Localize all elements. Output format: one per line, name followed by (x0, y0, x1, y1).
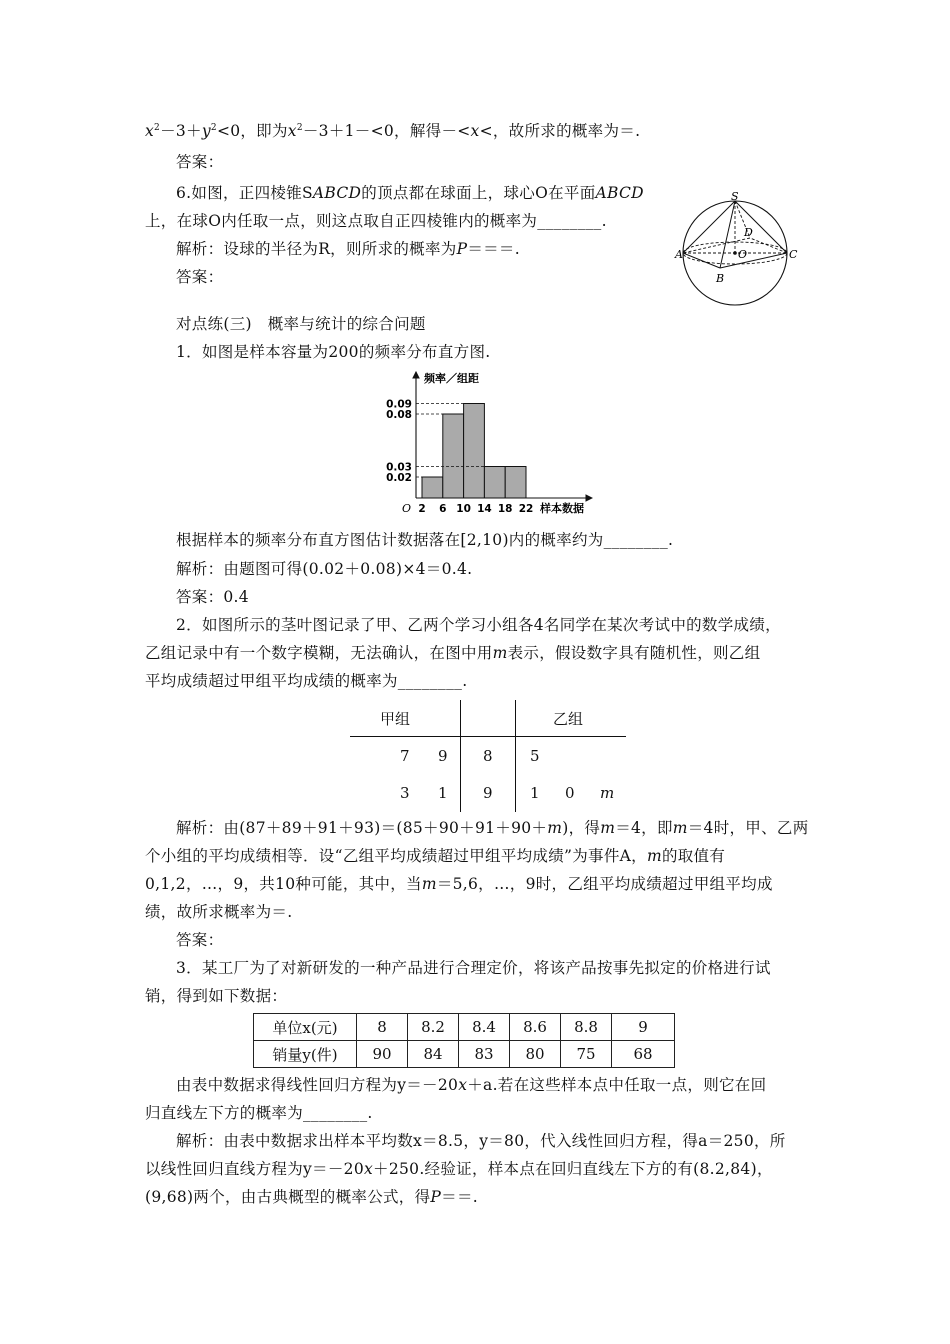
text: <，故所求的概率为＝. (479, 122, 641, 140)
sphere-pyramid-figure (672, 188, 802, 313)
text: )，得 (562, 819, 601, 837)
edge-sc (735, 201, 787, 253)
text: 乙组记录中有一个数字模糊，无法确认，在图中用 (145, 644, 493, 662)
table-cell: 75 (561, 1041, 612, 1068)
text-line: 根据样本的频率分布直方图估计数据落在[2,10)内的概率约为________. (176, 531, 674, 549)
table-cell: 68 (612, 1041, 675, 1068)
x-tick-label: 14 (477, 503, 492, 515)
y-axis-label: 频率／组距 (424, 372, 479, 385)
text-line: 3．某工厂为了对新研发的一种产品进行合理定价，将该产品按事先拟定的价格进行试 (176, 959, 771, 977)
text-line: 解析：由表中数据求出样本平均数x＝8.5，y＝80，代入线性回归方程，得a＝250，所 (176, 1132, 786, 1150)
edge-ab (683, 253, 720, 268)
histogram-bar (464, 404, 485, 499)
text-line (176, 238, 520, 260)
text-line: 绩，故所求概率为＝. (145, 903, 293, 921)
math-var: x (145, 122, 155, 140)
math-var: m (600, 819, 616, 837)
y-tick-label: 0.09 (386, 398, 412, 411)
table-row (254, 1041, 675, 1068)
math-var: m (547, 819, 563, 837)
math-var: ABCD (312, 184, 362, 202)
table-row (254, 1014, 675, 1041)
row-header: 单位x(元) (254, 1014, 357, 1041)
text: ＝4时，甲、乙两 (687, 819, 809, 837)
text: 0,1,2，…，9，共10种可能，其中，当 (145, 875, 422, 893)
math-var: m (421, 875, 437, 893)
x-axis-label: 样本数据 (540, 502, 584, 515)
math-var: P (430, 1188, 442, 1206)
exponent: 2 (210, 123, 217, 133)
y-tick-label: 0.03 (386, 461, 412, 474)
answer-line: 答案：0.4 (176, 588, 249, 606)
text: 6.如图，正四棱锥S (176, 184, 313, 202)
text: (9,68)两个，由古典概型的概率公式，得 (145, 1188, 431, 1206)
x-tick-label: 10 (456, 503, 471, 515)
answer-label: 答案： (176, 931, 224, 949)
row-header: 销量y(件) (254, 1041, 357, 1068)
exponent: 2 (154, 123, 161, 133)
header-rule (350, 736, 626, 737)
leaf: 1 (530, 784, 540, 802)
origin-label: O (402, 502, 412, 515)
text-line (145, 642, 760, 664)
table-cell: 8.6 (510, 1014, 561, 1041)
label-o: O (738, 248, 748, 261)
right-header: 乙组 (553, 710, 584, 728)
text-line (176, 817, 809, 839)
text-line (176, 1074, 766, 1096)
label-s: S (731, 190, 739, 203)
stem: 9 (483, 784, 493, 802)
text: ＋250.经验证，样本点在回归直线左下方的有(8.2,84)， (373, 1160, 773, 1178)
table-cell: 83 (459, 1041, 510, 1068)
x-tick-label: 22 (518, 503, 534, 515)
histogram-bar (443, 414, 464, 498)
table-cell: 90 (357, 1041, 408, 1068)
leaf: 9 (438, 747, 448, 765)
text: 以线性回归直线方程为y＝－20 (145, 1160, 364, 1178)
table-cell: 8 (357, 1014, 408, 1041)
math-var: x (363, 1160, 374, 1178)
text-line: 上，在球O内任取一点，则这点取自正四棱锥内的概率为________. (145, 212, 607, 230)
text: 表示，假设数字具有随机性，则乙组 (507, 644, 761, 662)
leaf: 3 (400, 784, 410, 802)
table-cell: 8.8 (561, 1014, 612, 1041)
text-line (145, 873, 773, 895)
leaf: 7 (400, 747, 410, 765)
stem-divider-right (515, 700, 516, 812)
text: 的顶点都在球面上，球心O在平面 (361, 184, 596, 202)
label-b: B (716, 272, 725, 285)
leaf: 1 (438, 784, 448, 802)
exponent: 2 (296, 123, 303, 133)
text-line (145, 1158, 773, 1180)
text: ＝＝＝. (467, 240, 520, 258)
leaf: 5 (530, 747, 540, 765)
table-cell: 80 (510, 1041, 561, 1068)
stem: 8 (483, 747, 493, 765)
edge-cd (750, 238, 787, 253)
leaf-unknown: m (600, 784, 615, 802)
text-line: 解析：由题图可得(0.02＋0.08)×4＝0.4. (176, 560, 473, 578)
text: 解析：设球的半径为R，则所求的概率为 (176, 240, 457, 258)
text: 由表中数据求得线性回归方程为y＝－20 (176, 1076, 459, 1094)
y-tick-label: 0.02 (386, 472, 412, 484)
text: ＝5,6，…，9时，乙组平均成绩超过甲组平均成 (436, 875, 773, 893)
center-point (733, 251, 737, 255)
label-c: C (789, 248, 798, 261)
price-sales-table (253, 1013, 675, 1068)
section-title: 对点练(三) 概率与统计的综合问题 (176, 315, 426, 333)
text-line: 1．如图是样本容量为200的频率分布直方图. (176, 343, 491, 361)
answer-label: 答案： (176, 153, 224, 171)
leaf: 0 (565, 784, 575, 802)
edge-sa (683, 201, 735, 253)
text-line (145, 1186, 478, 1208)
stem-leaf-plot (350, 700, 626, 812)
text: －3＋1－<0，解得－< (302, 122, 471, 140)
text: ＋a.若在这些样本点中任取一点，则它在回 (467, 1076, 767, 1094)
math-var: x (287, 122, 297, 140)
histogram-bar (422, 477, 443, 498)
text: ＝4，即 (615, 819, 673, 837)
text-line: 归直线左下方的概率为________. (145, 1104, 373, 1122)
text-line: 2．如图所示的茎叶图记录了甲、乙两个学习小组各4名同学在某次考试中的数学成绩， (176, 616, 781, 634)
math-var: ABCD (595, 184, 644, 202)
math-var: x (458, 1076, 468, 1094)
x-tick-label: 6 (439, 503, 447, 515)
histogram-chart (380, 368, 600, 518)
math-var: m (646, 847, 662, 865)
left-header: 甲组 (380, 710, 411, 728)
histogram-bar (484, 467, 505, 499)
edge-bc (720, 253, 787, 268)
text: 的取值有 (661, 847, 726, 865)
text-line: 销，得到如下数据： (145, 987, 288, 1005)
text: ＝＝. (441, 1188, 478, 1206)
math-var: P (456, 240, 468, 258)
table-cell: 8.4 (459, 1014, 510, 1041)
label-a: A (675, 248, 683, 261)
text: 个小组的平均成绩相等．设“乙组平均成绩超过甲组平均成绩”为事件A， (145, 847, 647, 865)
text: 解析：由(87＋89＋91＋93)＝(85＋90＋91＋90＋ (176, 819, 548, 837)
histogram-bar (505, 467, 526, 499)
math-var: m (492, 644, 508, 662)
text-line (145, 120, 640, 142)
answer-label: 答案： (176, 268, 224, 286)
x-tick-label: 2 (418, 503, 426, 515)
math-var: y (201, 122, 211, 140)
text-line (145, 845, 725, 867)
label-d: D (744, 226, 753, 239)
table-cell: 9 (612, 1014, 675, 1041)
edge-sb (720, 201, 735, 268)
text-line (176, 182, 644, 204)
text: －3＋ (160, 122, 202, 140)
table-cell: 84 (408, 1041, 459, 1068)
x-tick-label: 18 (497, 503, 513, 515)
table-cell: 8.2 (408, 1014, 459, 1041)
text: <0，即为 (216, 122, 288, 140)
text-line: 平均成绩超过甲组平均成绩的概率为________. (145, 672, 468, 690)
math-var: x (470, 122, 480, 140)
math-var: m (672, 819, 688, 837)
stem-divider-left (460, 700, 461, 812)
y-tick-label: 0.08 (386, 409, 412, 421)
